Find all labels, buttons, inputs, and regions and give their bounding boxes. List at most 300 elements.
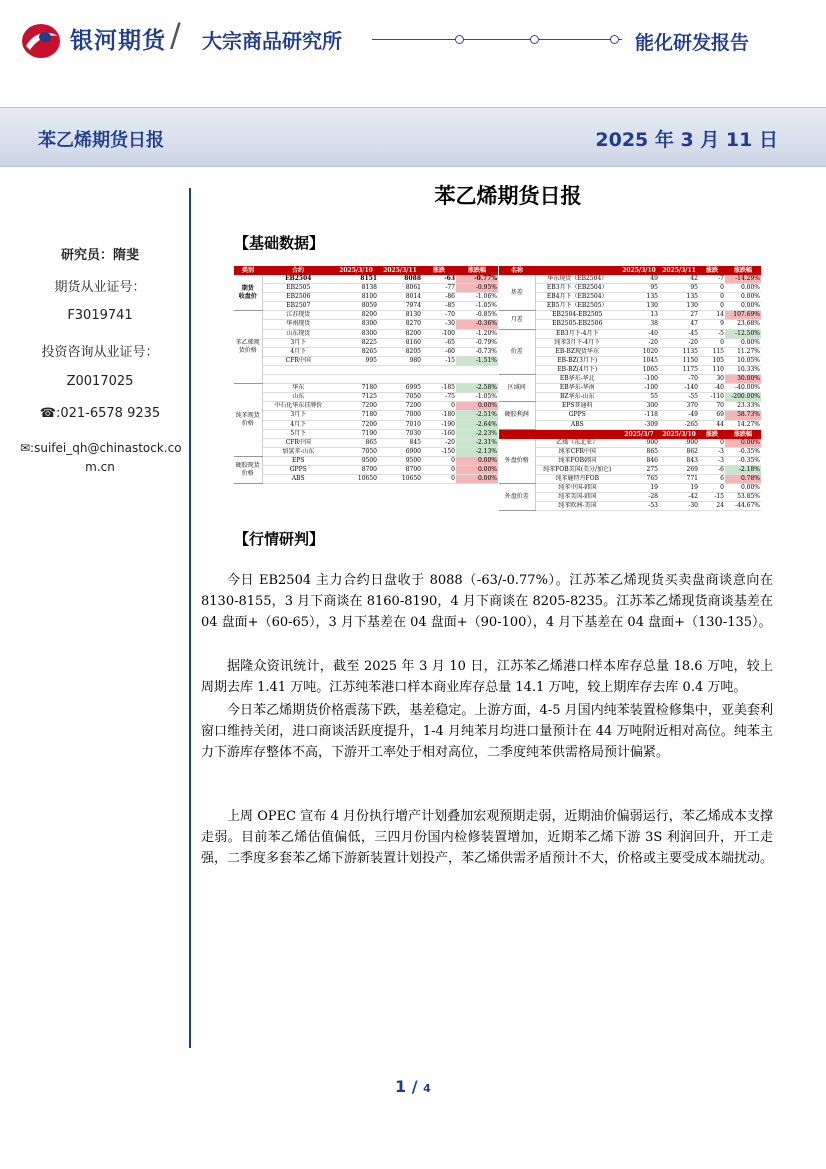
- table-row: [234, 365, 498, 374]
- table-cell: -265: [659, 420, 699, 429]
- table-cell: 865: [334, 438, 378, 447]
- table-row: [234, 420, 498, 429]
- table-cell: 7000: [378, 411, 422, 420]
- table-group-label: 区域间: [499, 375, 535, 402]
- table-cell: 1065: [619, 365, 659, 374]
- table-cell: -30: [422, 320, 456, 329]
- table-cell: -70: [422, 311, 456, 320]
- consult-number: Z0017025: [66, 374, 134, 389]
- paragraph: 上周 OPEC 宣布 4 月份执行增产计划叠加宏观预期走弱，近期油价偏弱运行，苯乙烯成本支撑走弱。目前苯乙烯估值偏低，三四月份国内检修装置增加，近期苯乙烯下游 3S 利润回升，开工走强，二季度多套苯乙烯下游新装置计划投产，苯乙烯供需矛盾预计不大，价格或主要受成本端扰动。: [201, 809, 774, 867]
- table-cell: -118: [619, 411, 659, 420]
- table-cell: -140: [659, 384, 699, 393]
- table-cell: 23.68%: [725, 320, 761, 329]
- table-row: [499, 393, 761, 402]
- table-cell: 加氢苯-山东: [262, 447, 334, 456]
- table-cell: 980: [378, 356, 422, 365]
- license-number: F3019741: [67, 308, 133, 323]
- table-row: [234, 456, 498, 465]
- table-cell: 11.27%: [725, 347, 761, 356]
- email-address[interactable]: ✉:suifei_qh@chinastock.co: [20, 441, 182, 455]
- table-cell: 8270: [378, 320, 422, 329]
- table-cell: -0.95%: [456, 284, 498, 293]
- table-cell: 7200: [378, 402, 422, 411]
- table-header-cell: 涨跌幅: [725, 266, 761, 275]
- table-cell: -20: [619, 338, 659, 347]
- table-row: [499, 456, 761, 465]
- table-cell: 846: [619, 456, 659, 465]
- table-cell: EB2504: [262, 275, 334, 284]
- table-cell: 105: [699, 356, 725, 365]
- table-cell: 10.05%: [725, 356, 761, 365]
- section-market-analysis: 【行情研判】: [234, 530, 325, 548]
- table-cell: 0: [699, 484, 725, 493]
- table-cell: 0.00%: [456, 475, 498, 484]
- table-cell: -0.77%: [456, 275, 498, 284]
- table-header-cell: 涨跌: [422, 266, 456, 275]
- table-cell: -1.20%: [456, 329, 498, 338]
- table-cell: 0.00%: [456, 402, 498, 411]
- table-cell: -100: [422, 329, 456, 338]
- table-cell: -0.35%: [725, 456, 761, 465]
- table-cell: -63: [422, 275, 456, 284]
- table-row: [234, 320, 498, 329]
- institute-name: 大宗商品研究所: [202, 29, 342, 53]
- paragraph: 今日苯乙烯期货价格震荡下跌，基差稳定。上游方面，4-5 月国内纯苯装置检修集中，亚美套利窗口维持关闭，进口商谈活跃度提升，1-4 月纯苯月均进口量预计在 44 万吨附近相对高位。纯苯主力下游库存整体不高，下游开工率处于相对高位，二季度纯苯供需格局预计偏紧。: [201, 703, 773, 761]
- table-cell: 华东现货（EB2504）: [535, 275, 619, 284]
- table-header-cell: 涨跌幅: [725, 429, 761, 439]
- table-cell: -20: [422, 438, 456, 447]
- table-row: [499, 365, 761, 374]
- table-cell: 900: [619, 439, 659, 448]
- table-cell: -2.13%: [456, 447, 498, 456]
- table-cell: 95: [619, 284, 659, 293]
- table-row: [234, 311, 498, 320]
- table-cell: 10650: [334, 475, 378, 484]
- table-row: [499, 356, 761, 365]
- table-row: [499, 338, 761, 347]
- table-cell: ABS: [535, 420, 619, 429]
- table-group-label: 外盘价差: [499, 484, 535, 511]
- table-cell: 95: [659, 284, 699, 293]
- table-cell: -70: [659, 375, 699, 384]
- table-cell: EPS普通料: [535, 402, 619, 411]
- table-header-cell: 2025/3/7: [619, 429, 659, 439]
- table-cell: 0: [699, 302, 725, 311]
- table-cell: 843: [659, 456, 699, 465]
- sidebar-divider: [189, 188, 191, 1048]
- table-row: [499, 375, 761, 384]
- table-cell: 0: [699, 284, 725, 293]
- table-row: [234, 375, 498, 384]
- table-cell: 7030: [378, 429, 422, 438]
- table-row: [234, 429, 498, 438]
- table-cell: -30: [659, 502, 699, 511]
- table-cell: 995: [334, 356, 378, 365]
- table-cell: 纯苯美国-韩国: [535, 493, 619, 502]
- table-row: [499, 474, 761, 483]
- table-cell: -3: [699, 447, 725, 456]
- table-cell: EB-BZ(3月下): [535, 356, 619, 365]
- table-row: [499, 420, 761, 429]
- table-cell: 38: [619, 320, 659, 329]
- header-rule: [372, 39, 622, 40]
- table-cell: 6995: [378, 384, 422, 393]
- table-cell: -110: [699, 393, 725, 402]
- table-row: [499, 329, 761, 338]
- table-cell: EB2504-EB2505: [535, 311, 619, 320]
- table-cell: 47: [659, 320, 699, 329]
- table-header-cell: 2025/3/10: [659, 429, 699, 439]
- report-type: 能化研发报告: [635, 32, 750, 54]
- table-cell: 771: [659, 474, 699, 483]
- table-cell: -65: [422, 338, 456, 347]
- table-cell: 7200: [334, 420, 378, 429]
- table-cell: 10650: [378, 475, 422, 484]
- table-cell: -1.05%: [456, 302, 498, 311]
- table-cell: CFR中国: [262, 438, 334, 447]
- table-cell: EB3月下（EB2504）: [535, 284, 619, 293]
- rule-dot: [610, 35, 619, 44]
- table-cell: 7974: [378, 302, 422, 311]
- table-cell: -55: [659, 393, 699, 402]
- table-cell: 1135: [659, 347, 699, 356]
- license-label: 期货从业证号：: [54, 280, 146, 295]
- table-row: [234, 411, 498, 420]
- table-row: [499, 293, 761, 302]
- table-cell: -44.67%: [725, 502, 761, 511]
- table-cell: EB华东-华南: [535, 384, 619, 393]
- table-cell: 8200: [378, 329, 422, 338]
- table-cell: 5月下: [262, 429, 334, 438]
- table-row: [499, 484, 761, 493]
- table-cell: 0: [422, 456, 456, 465]
- table-cell: 19: [619, 484, 659, 493]
- table-cell: [262, 375, 334, 384]
- table-cell: 1020: [619, 347, 659, 356]
- table-cell: 山东: [262, 393, 334, 402]
- table-cell: 8300: [334, 329, 378, 338]
- table-cell: 9500: [378, 456, 422, 465]
- paragraph: 据隆众资讯统计，截至 2025 年 3 月 10 日，江苏苯乙烯港口样本库存总量 18.6 万吨，较上周期去库 1.41 万吨。江苏纯苯港口样本商业库存总量 14.1 万吨，较上期库存去库 0.4 万吨。: [201, 659, 773, 696]
- table-cell: 6: [699, 474, 725, 483]
- table-row: [499, 320, 761, 329]
- table-header-cell: 合约: [262, 266, 334, 275]
- table-row: [234, 338, 498, 347]
- table-header-cell: 名称: [499, 266, 535, 275]
- table-cell: -185: [422, 384, 456, 393]
- table-cell: 9: [699, 320, 725, 329]
- table-cell: 纯苯中国-韩国: [535, 484, 619, 493]
- table-cell: EB5月下（EB2505）: [535, 302, 619, 311]
- table-cell: -2.31%: [456, 438, 498, 447]
- table-cell: [262, 365, 334, 374]
- main-title: 苯乙烯期货日报: [434, 184, 582, 208]
- table-cell: EPS: [262, 456, 334, 465]
- table-cell: -85: [422, 302, 456, 311]
- table-cell: 865: [619, 447, 659, 456]
- table-cell: 58.73%: [725, 411, 761, 420]
- table-cell: 70: [699, 402, 725, 411]
- table-row: [499, 502, 761, 511]
- table-cell: 0: [422, 465, 456, 474]
- page-current: 1: [395, 1077, 407, 1096]
- table-cell: EB3月下-4月下: [535, 329, 619, 338]
- brand-name: 银河期货: [70, 28, 166, 54]
- table-cell: -0.85%: [456, 311, 498, 320]
- table-cell: 纯苯FOB美国(美分/加仑): [535, 465, 619, 474]
- table-cell: -20: [659, 338, 699, 347]
- table-cell: EB-BZ现货华东: [535, 347, 619, 356]
- table-cell: -14.29%: [725, 275, 761, 284]
- table-group-label: 纯苯现货 价格: [234, 384, 262, 457]
- table-cell: 8700: [334, 465, 378, 474]
- report-title: 苯乙烯期货日报: [38, 130, 164, 151]
- table-cell: -75: [422, 393, 456, 402]
- table-cell: 115: [699, 347, 725, 356]
- table-header-cell: 2025/3/11: [378, 266, 422, 275]
- table-row: [234, 275, 498, 284]
- table-cell: 8151: [334, 275, 378, 284]
- table-cell: 0: [699, 439, 725, 448]
- table-cell: EB2505-EB2506: [535, 320, 619, 329]
- table-cell: 130: [659, 302, 699, 311]
- page-total: 4: [423, 1082, 431, 1095]
- table-cell: 1175: [659, 365, 699, 374]
- table-cell: 1045: [619, 356, 659, 365]
- table-cell: 275: [619, 465, 659, 474]
- rule-dot: [530, 35, 539, 44]
- table-cell: -1.05%: [456, 393, 498, 402]
- table-subheader: [499, 429, 761, 439]
- table-cell: -150: [422, 447, 456, 456]
- table-cell: 370: [659, 402, 699, 411]
- table-cell: EB华东-华北: [535, 375, 619, 384]
- table-cell: -190: [422, 420, 456, 429]
- table-cell: 862: [659, 447, 699, 456]
- table-row: [234, 475, 498, 484]
- table-cell: -2.23%: [456, 429, 498, 438]
- table-cell: 135: [619, 293, 659, 302]
- table-cell: [456, 375, 498, 384]
- table-cell: -53: [619, 502, 659, 511]
- table-cell: -2.58%: [456, 384, 498, 393]
- table-cell: [334, 365, 378, 374]
- table-header-cell: 2025/3/10: [334, 266, 378, 275]
- report-date: 2025 年 3 月 11 日: [595, 129, 778, 151]
- table-cell: 8160: [378, 338, 422, 347]
- table-header-cell: 涨跌幅: [456, 266, 498, 275]
- table-row: [499, 311, 761, 320]
- table-cell: -15: [699, 493, 725, 502]
- table-cell: 23.33%: [725, 402, 761, 411]
- table-cell: EB4月下（EB2504）: [535, 293, 619, 302]
- table-cell: 0: [699, 338, 725, 347]
- table-header-cell: 2025/3/10: [619, 266, 659, 275]
- table-cell: 49: [619, 275, 659, 284]
- table-cell: 0.00%: [725, 284, 761, 293]
- table-row: [499, 465, 761, 474]
- table-cell: -3: [699, 456, 725, 465]
- table-cell: 8225: [334, 338, 378, 347]
- table-cell: 69: [699, 411, 725, 420]
- table-row: [499, 411, 761, 420]
- table-cell: EB2507: [262, 302, 334, 311]
- table-row: [499, 347, 761, 356]
- table-row: [234, 447, 498, 456]
- table-cell: 8200: [334, 311, 378, 320]
- table-row: [234, 356, 498, 365]
- table-cell: -86: [422, 293, 456, 302]
- table-cell: 765: [619, 474, 659, 483]
- table-cell: 7180: [334, 411, 378, 420]
- table-cell: 130: [619, 302, 659, 311]
- table-cell: [378, 375, 422, 384]
- table-cell: -40: [619, 329, 659, 338]
- table-cell: 6900: [378, 447, 422, 456]
- table-row: [234, 402, 498, 411]
- table-cell: [456, 365, 498, 374]
- table-row: [499, 275, 761, 284]
- table-row: [499, 493, 761, 502]
- table-cell: 9500: [334, 456, 378, 465]
- email-address-cont[interactable]: m.cn: [85, 460, 115, 474]
- table-cell: -200.00%: [725, 393, 761, 402]
- table-cell: -1.51%: [456, 356, 498, 365]
- table-cell: -40.00%: [725, 384, 761, 393]
- table-cell: -5: [699, 329, 725, 338]
- table-cell: -100: [619, 375, 659, 384]
- basic-data-table-right: [499, 266, 761, 511]
- table-cell: 135: [659, 293, 699, 302]
- table-cell: 7050: [378, 393, 422, 402]
- table-row: [234, 329, 498, 338]
- table-cell: -0.73%: [456, 347, 498, 356]
- table-cell: 3月下: [262, 411, 334, 420]
- company-logo-icon: [20, 22, 62, 60]
- table-cell: -2.51%: [456, 411, 498, 420]
- table-cell: 3月下: [262, 338, 334, 347]
- table-row: [499, 284, 761, 293]
- table-cell: EB2505: [262, 284, 334, 293]
- table-cell: 53.85%: [725, 493, 761, 502]
- table-header-cell: [499, 429, 535, 439]
- table-cell: 8059: [334, 302, 378, 311]
- section-basic-data: 【基础数据】: [234, 234, 325, 252]
- table-cell: [422, 375, 456, 384]
- table-cell: [334, 375, 378, 384]
- table-cell: 山东现货: [262, 329, 334, 338]
- table-cell: -0.35%: [725, 447, 761, 456]
- table-cell: 8138: [334, 284, 378, 293]
- table-cell: -0.79%: [456, 338, 498, 347]
- table-cell: 27: [659, 311, 699, 320]
- phone-number: ☎:021-6578 9235: [39, 406, 161, 421]
- rule-dot: [455, 35, 464, 44]
- table-cell: -180: [422, 411, 456, 420]
- table-cell: 纯苯FOB韩国: [535, 456, 619, 465]
- table-group-label: 苯乙烯现 货价格: [234, 311, 262, 384]
- table-group-label: 月差: [499, 311, 535, 329]
- table-cell: 24: [699, 502, 725, 511]
- table-cell: 55: [619, 393, 659, 402]
- table-cell: 0.00%: [456, 465, 498, 474]
- table-cell: 纯苯CFR中国: [535, 447, 619, 456]
- table-cell: 8100: [334, 293, 378, 302]
- table-cell: 0.00%: [725, 439, 761, 448]
- table-cell: 19: [659, 484, 699, 493]
- table-row: [234, 393, 498, 402]
- table-cell: 44: [699, 420, 725, 429]
- table-row: [234, 293, 498, 302]
- paragraph: 今日 EB2504 主力合约日盘收于 8088（-63/-0.77%）。江苏苯乙烯现货买卖盘商谈意向在 8130-8155，3 月下商谈在 8160-8190，4 月下商谈在 8205-8235。江苏苯乙烯现货商谈基差在 04 盘面+（60-65），3 月下基差在 04 盘面+（90-100），4 月下基差在 04 盘面+（130-135）。: [201, 573, 773, 631]
- table-group-label: 价差: [499, 329, 535, 374]
- table-cell: 10.33%: [725, 365, 761, 374]
- table-cell: 14: [699, 311, 725, 320]
- table-cell: EB2506: [262, 293, 334, 302]
- table-cell: 8088: [378, 275, 422, 284]
- table-cell: 0: [699, 293, 725, 302]
- table-row: [234, 465, 498, 474]
- table-cell: 0.78%: [725, 474, 761, 483]
- table-group-label: 硬胶利润: [499, 402, 535, 429]
- table-cell: 900: [659, 439, 699, 448]
- table-cell: 30.00%: [725, 375, 761, 384]
- table-cell: 江苏现货: [262, 311, 334, 320]
- consult-label: 投资咨询从业证号：: [41, 345, 159, 360]
- table-header-cell: 涨跌: [699, 429, 725, 439]
- table-cell: GPPS: [535, 411, 619, 420]
- table-row: [499, 439, 761, 448]
- table-cell: 4月下: [262, 347, 334, 356]
- table-cell: -160: [422, 429, 456, 438]
- table-header-cell: 类别: [234, 266, 262, 275]
- table-cell: 1150: [659, 356, 699, 365]
- table-group-label: 外盘价格: [499, 439, 535, 484]
- table-cell: 纯苯欧洲-美国: [535, 502, 619, 511]
- table-cell: 300: [619, 402, 659, 411]
- table-cell: 7125: [334, 393, 378, 402]
- table-cell: 7180: [334, 384, 378, 393]
- table-cell: 42: [659, 275, 699, 284]
- table-cell: 0.00%: [725, 293, 761, 302]
- table-row: [499, 447, 761, 456]
- table-cell: 0: [422, 475, 456, 484]
- table-cell: 0.00%: [725, 338, 761, 347]
- table-cell: 8014: [378, 293, 422, 302]
- table-row: [234, 438, 498, 447]
- table-cell: -2.64%: [456, 420, 498, 429]
- table-cell: 13: [619, 311, 659, 320]
- table-cell: -49: [659, 411, 699, 420]
- table-cell: 269: [659, 465, 699, 474]
- table-row: [234, 302, 498, 311]
- table-cell: BZ华东-山东: [535, 393, 619, 402]
- table-cell: 8300: [334, 320, 378, 329]
- table-cell: 0.00%: [456, 456, 498, 465]
- table-cell: 14.27%: [725, 420, 761, 429]
- table-cell: 8130: [378, 311, 422, 320]
- table-cell: -60: [422, 347, 456, 356]
- table-row: [499, 402, 761, 411]
- table-row: [234, 384, 498, 393]
- header-divider: /: [170, 16, 181, 54]
- table-row: [499, 384, 761, 393]
- page-number: 1 / 4: [395, 1077, 431, 1096]
- table-cell: 0.00%: [725, 302, 761, 311]
- table-header-cell: [535, 429, 619, 439]
- table-cell: 107.69%: [725, 311, 761, 320]
- table-cell: 8700: [378, 465, 422, 474]
